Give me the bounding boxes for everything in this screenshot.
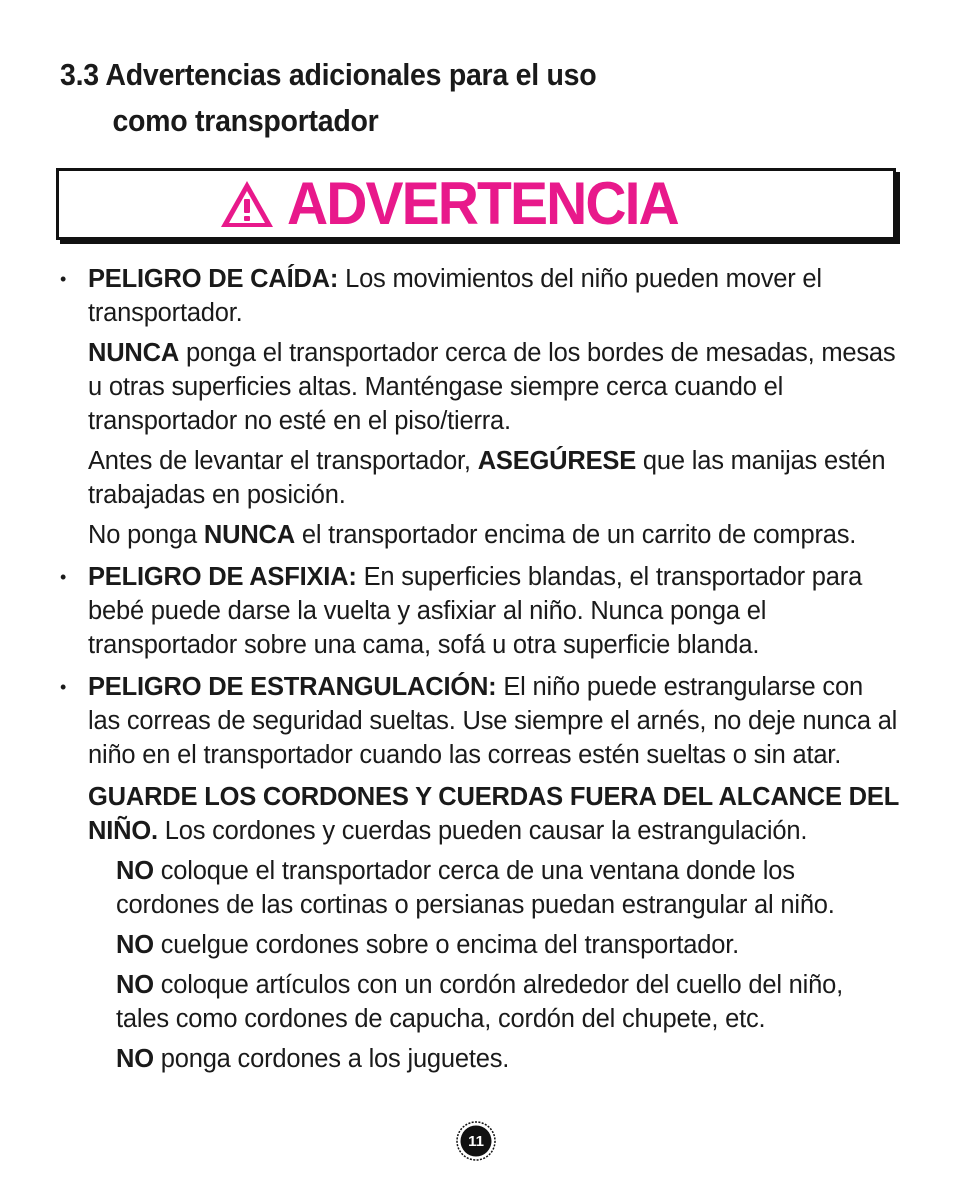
bullet-dot: • — [60, 567, 67, 587]
sub-neck-text: coloque artículos con un cordón alrededor del cuello del niño, tales como cordones de capucha, cordón del chupete, etc. — [116, 971, 843, 1033]
fall-hazard-text: Los movimientos del niño pueden mover el transportador. — [88, 265, 822, 327]
cords-sub-neck — [60, 968, 900, 1036]
no-bold: NO — [116, 971, 154, 999]
section-title-line2: como transportador — [112, 103, 379, 138]
warning-label: ADVERTENCIA — [287, 170, 678, 237]
cords-bold: GUARDE LOS CORDONES Y CUERDAS FUERA DEL ALCANCE DEL NIÑO. — [88, 783, 899, 845]
section-title — [60, 52, 596, 144]
suffocation-text: En superficies blandas, el transportador para bebé puede darse la vuelta y asfixiar al niño. Nunca ponga el transportador sobre una cama, sofá u otra superficie blanda. — [88, 563, 863, 659]
sub-window-text: coloque el transportador cerca de una ventana donde los cordones de las cortinas o persianas puedan estrangular al niño. — [116, 857, 835, 919]
bullet-dot: • — [60, 677, 67, 697]
suffocation-lead: PELIGRO DE ASFIXIA: — [88, 563, 357, 591]
cords-para — [60, 780, 900, 848]
cords-sub-hang — [60, 928, 900, 962]
cords-sub-toys — [60, 1042, 900, 1076]
no-bold: NO — [116, 1045, 154, 1073]
bullet-strangulation-hazard — [60, 670, 900, 772]
warning-content — [60, 262, 900, 1082]
never-text: ponga el transportador cerca de los bordes de mesadas, mesas u otras superficies altas. Manténgase siempre cerca cuando el transportador no esté en el piso/tierra. — [88, 339, 896, 435]
warning-banner — [56, 168, 896, 240]
fall-hazard-lead: PELIGRO DE CAÍDA: — [88, 265, 339, 293]
sub-toys-text: ponga cordones a los juguetes. — [153, 1045, 510, 1073]
no-bold: NO — [116, 857, 154, 885]
bullet-suffocation-hazard — [60, 560, 900, 662]
bullet-fall-hazard — [60, 262, 900, 330]
strangulation-text: El niño puede estrangularse con las correas de seguridad sueltas. Use siempre el arnés, no deje nunca al niño en el transportador cuando las correas estén sueltas o sin atar. — [88, 673, 898, 769]
fall-hazard-ensure-para — [60, 444, 900, 512]
fall-hazard-never-para — [60, 336, 900, 438]
cords-text: Los cordones y cuerdas pueden causar la estrangulación. — [157, 817, 808, 845]
strangulation-lead: PELIGRO DE ESTRANGULACIÓN: — [88, 673, 497, 701]
fall-hazard-cart-para — [60, 518, 900, 552]
bullet-dot: • — [60, 269, 67, 289]
sub-hang-text: cuelgue cordones sobre o encima del transportador. — [153, 931, 740, 959]
ensure-post: que las manijas estén trabajadas en posición. — [88, 447, 886, 509]
cart-post: el transportador encima de un carrito de compras. — [294, 521, 857, 549]
never-bold: NUNCA — [88, 339, 180, 367]
cart-pre: No ponga — [88, 521, 204, 549]
page-number: 11 — [468, 1132, 484, 1150]
no-bold: NO — [116, 931, 154, 959]
cart-bold: NUNCA — [203, 521, 295, 549]
warning-triangle-icon — [219, 179, 275, 229]
section-title-line1: 3.3 Advertencias adicionales para el uso — [60, 57, 597, 92]
ensure-pre: Antes de levantar el transportador, — [88, 447, 478, 475]
cords-sub-window — [60, 854, 900, 922]
ensure-bold: ASEGÚRESE — [477, 447, 637, 475]
